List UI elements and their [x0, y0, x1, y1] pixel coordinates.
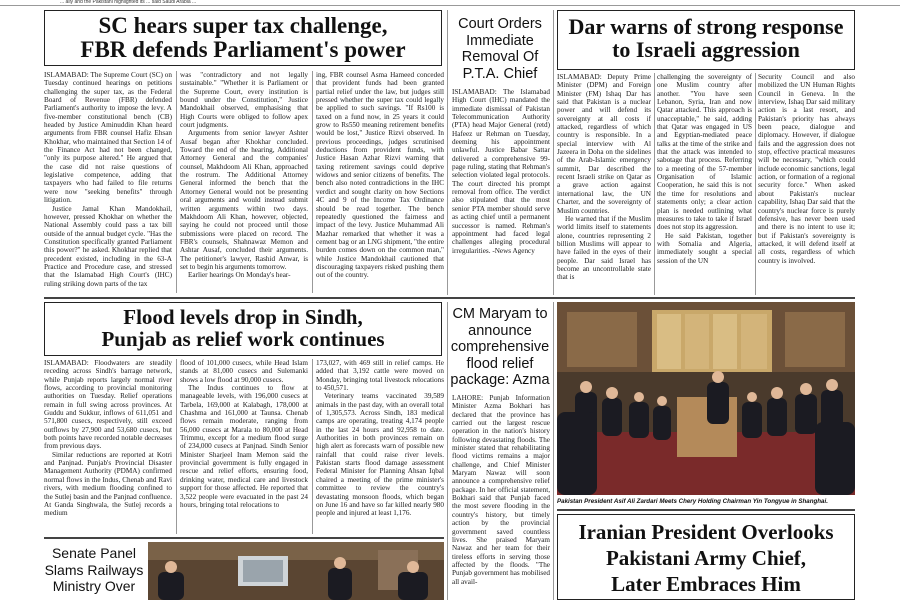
story2-headline-line1: Court Orders [458, 16, 542, 32]
story3-col1 [557, 73, 651, 295]
story1-headline [44, 10, 442, 66]
divider [176, 359, 177, 534]
story2-body-p1: ISLAMABAD: The Islamabad High Court (IHC) mandated the immediate dismissal of Pakistan Telecommunication Authority (PTA) head Major General (retd) Hafeez ur Rehman on Tuesday, deeming his appointment unlawful. Justice Babar Sattar delivered a comprehensive 99-page ruling, stating that Rehman's selection violated legal protocols. The court directed his prompt removal from office. The verdict also stipulated that the most senior PTA member should serve as acting chief until a permanent successor is named. Rehman's appointment had faced legal challenges alleging procedural irregularities. -News Agency [452, 88, 550, 255]
story4-headline-line2: Punjab as relief work continues [101, 327, 385, 352]
story3-col3 [758, 73, 855, 295]
story3-col1-p1: ISLAMABAD: Deputy Prime Minister (DPM) and Foreign Minister (FM) Ishaq Dar has said that Pakistan is a nuclear power and will defend its sovereignty at all costs if attacked, regardless of which country is responsible. In a special interview with Al Jazeera in Doha on the sidelines of the Arab-Islamic emergency summit, Dar described the recent Israeli strike on Qatar as a grave action against international law, the UN Charter, and the sovereignty of Muslim countries. [557, 73, 651, 215]
story7-headline-line1: Senate Panel [51, 545, 137, 561]
story7-headline-line3: Ministry Over [52, 578, 136, 594]
section-rule [44, 297, 855, 299]
story4-col2 [180, 359, 308, 534]
meeting-photo-caption: Pakistan President Asif Ali Zardari Meets Chery Holding Chairman Yin Tongyue in Shanghai. [557, 498, 828, 505]
story5-headline-line3: comprehensive [450, 339, 550, 355]
story1-col3-p1: ing, FBR counsel Asma Hameed conceded that provident funds had been granted partial relief under the law, but judges still pressed whether the super tax could legally be applied to such savings. "If Rs100 is taxed on a fund now, in 25 years it could grow to Rs550 meaning retirement benefits would be lost," Justice Rizvi observed. In previous proceedings, judges scrutinised deductions from provident funds, with Justice Hasan Azhar Rizvi warning that taxing retirement savings could deprive widows and senior citizens of benefits. The bench also noted contradictions in the IHC verdict and sought clarity on how Sections 4C and 9 of the Income Tax Ordinance should be read together. The bench repeatedly questioned the fairness and impact of the levy. Justice Muhammad Ali Mazhar remarked that whether it was a cement bag or an LNG shipment, "the entire burden comes down on the common man," while Justice Mandokhail cautioned that discouraging taxpayers risked pushing them out of the country. [316, 71, 444, 280]
story1-headline-line2: FBR defends Parliament's power [80, 37, 406, 63]
story5-body-p1: LAHORE: Punjab Information Minister Azma Bokhari has declared that the province has carried out the largest rescue operation in the nation's history following devastating floods. The minister stated that rehabilitating flood victims remains a major challenge, and Chief Minister Maryam Nawaz will soon announce a comprehensive relief package. In her official statement, Bokhari said that Punjab faced the most severe flooding in the country's history, but timely action by the provincial government saved countless lives. She praised Maryam Nawaz and her team for their tireless efforts in serving those affected by the floods. "The Punjab government has mobilised all avail- [452, 394, 550, 586]
story4-col3-p2: Veterinary teams vaccinated 39,589 animals in the past day, with an overall total of 1,305,573. Across Sindh, 183 medical camps are operating, treating 4,174 people in the last 24 hours and 92,958 to date. Authorities in both provinces remain on high alert as forecasts warn of possible new rainfall that could raise river levels. Pakistan starts flood damage assessment Federal Minister for Planning Ahsan Iqbal chaired a meeting of the prime minister's committee to review the country's devastating monsoon floods, which began on June 16 and have so far killed nearly 980 people and injured at least 1,176. [316, 392, 444, 518]
story1-col2-p3: Earlier hearings On Monday's hear- [188, 271, 291, 280]
story4-col2-p2: The Indus continues to flow at manageable levels, with 196,000 cusecs at Tarbela, 169,000 at Kalabagh, 178,000 at Chashma and 161,000 at Taunsa. Chenab flows remain moderate, ranging from 56,000 cusecs at Marala to 80,000 at Head Trimmu, except for a medium flood surge of 234,000 cusecs at Panjnad. Sindh Senior Minister Sharjeel Inam Memon said the provincial government is fully engaged in rescue and relief efforts, ensuring food, drinking water, medical care and livestock support for those affected. He reported that 3,522 people were evacuated in the past 24 hours, bringing total relocations to [180, 384, 308, 509]
story2-body [452, 88, 550, 295]
story5-body [452, 394, 550, 600]
story4-col1 [44, 359, 172, 534]
story3-col1-p2: He warned that if the Muslim world limits itself to statements alone, countries representing 2 billion Muslims will appear to have failed in the eyes of their people. Dar said Israel has become an uncontrollable state that is [557, 214, 651, 282]
story2-headline-line3: Removal Of [461, 49, 539, 65]
story6-headline [557, 514, 855, 600]
divider [755, 73, 756, 295]
divider [312, 359, 313, 534]
story5-headline [450, 306, 550, 392]
story4-col3-p1: 173,027, with 469 still in relief camps. He added that 3,192 cattle were moved on Monday, bringing total livestock relocations to 450,571. [316, 359, 444, 393]
story1-col1-p1: ISLAMABAD: The Supreme Court (SC) on Tuesday continued hearings on petitions challenging the super tax, as the Federal Board of Revenue (FBR) defended Parliament's authority to impose the levy. A five-member constitutional bench (CB) headed by Justice Aminuddin Khan heard arguments from FBR counsel Hafiz Ehsan Khokhar, who maintained that Section 14 of the Finance Act had not been changed, "only its purpose altered." He argued that the case did not raise questions of legislative competence, adding that taxpayers who had failed to file returns were now "seeking benefits" through litigation. [44, 71, 172, 205]
story1-col2-p1: was "contradictory and not legally sustainable." "Whether it is Parliament or the Supreme Court, every institution is bound under the Constitution," Justice Mandokhail observed, emphasising that High Courts were obliged to follow apex court judgments. [180, 71, 308, 130]
divider [553, 10, 554, 295]
story2-headline-line4: P.T.A. Chief [462, 65, 538, 82]
senate-photo-image [148, 542, 444, 600]
story3-col2-p1: challenging the sovereignty of one Muslim country after another. "You have seen Lebanon, Syria, Iran and now Qatar attacked. This approach is unacceptable," he said, adding that Qatar was engaged in US and Egyptian-mediated peace talks at the time of the strike and that the attack was intended to sabotage that process. Referring to a meeting of the 57-member Organisation of Islamic Cooperation, he said this is not the time for resolutions and statements only; a clear action plan is needed outlining what measures to take to take if Israel does not stop its aggression. [657, 73, 752, 232]
story3-col2 [657, 73, 752, 295]
divider [447, 302, 448, 600]
divider [176, 71, 177, 293]
story4-headline [44, 302, 442, 356]
story2-headline [450, 16, 550, 86]
meeting-photo-image [557, 302, 855, 495]
story6-headline-line3: Later Embraces Him [611, 572, 801, 596]
story1-col2-p2: Arguments from senior lawyer Ashter Ausaf began after Khokhar concluded. Toward the end of the hearing, Additional Attorney General and the companies' counsel, Makhdoom Ali Khan, approached the rostrum. The Additional Attorney General informed the bench that the Attorney General would not be presenting oral arguments and would instead submit written arguments within two days. Makhdoom Ali Khan, however, objected, saying he could not proceed until those submissions were placed on record. The FBR's counsels, Shahnawaz Memon and Ashtar Ausaf, concluded their arguments. The petitioner's lawyer, Rashid Anwar, is set to begin his arguments tomorrow. [180, 129, 308, 271]
story6-headline-line1: Iranian President Overlooks [578, 520, 834, 544]
story3-headline-line2: to Israeli aggression [612, 37, 800, 63]
story3-col3-p1: Security Council and also mobilized the UN Human Rights Council in Geneva. In the interview, Ishaq Dar said military action is a last resort, and Pakistan's priority has always been peace, dialogue and diplomacy. However, if dialogue fails and the aggression does not stop, effective practical measures will be necessary, "which could include economic sanctions, legal action, or formation of a regional security force." When asked about Pakistan's nuclear capability, Ishaq Dar said that the country's nuclear force is purely defensive, has never been used and there is no intent to use it; but if Pakistan's sovereignty is attacked, it will defend itself at all costs, regardless of which country is involved. [758, 73, 855, 265]
story3-headline-line1: Dar warns of strong response [568, 14, 844, 39]
meeting-photo [557, 302, 855, 495]
story5-headline-line4: flood relief [466, 355, 534, 372]
top-strip [0, 0, 900, 6]
story1-col1-p2: Justice Jamal Khan Mandokhail, however, pressed Khokhar on whether the National Assembly could pass a tax bill outside of the annual budget cycle. "Has the Constitution specifically granted Parliament this power?" he asked. Khokhar replied that precedent existed, including in the 63-A Practice and Procedure case, and stressed that the Islamabad High Court's (IHC) ruling striking down parts of the tax [44, 204, 172, 288]
story1-col1 [44, 71, 172, 295]
story4-col1-p1: ISLAMABAD: Floodwaters are steadily receding across Sindh's barrage network, while Punjab reports largely normal river flows, according to provincial monitoring authorities on Tuesday. Relief operations remain in full swing across provinces. At Guddu and Sukkur, inflows of 611,051 and 571,800 cusecs, respectively, still exceed outflows by 27,900 and 53,680 cusecs, but both points have recorded notable decreases from previous days. [44, 359, 172, 451]
divider [654, 73, 655, 295]
story4-col1-p2: Similar reductions are reported at Kotri and Panjnad. Punjab's Provincial Disaster Management Authority (PDMA) confirmed normal flows in the Indus, Chenab and Ravi rivers, with medium flooding confined to the Sutlej basin and the Panjnad confluence. At Ganda Singhwala, the Sutlej records a medium [44, 450, 172, 518]
story2-headline-line2: Immediate [466, 32, 534, 49]
story7-headline-line2: Slams Railways [44, 561, 144, 578]
divider [553, 302, 554, 600]
top-strip-text: ... ally and the Pakistani highlighted its ... said Saudi Arabia ... [60, 0, 197, 5]
story5-headline-line1: CM Maryam to [452, 306, 548, 322]
divider [312, 71, 313, 293]
divider [447, 10, 448, 295]
story4-headline-line1: Flood levels drop in Sindh, [123, 305, 363, 329]
senate-photo [148, 542, 444, 600]
story1-col2 [180, 71, 308, 295]
story6-headline-line2: Pakistani Army Chief, [605, 546, 807, 570]
story3-col2-p2: He said Pakistan, together with Somalia and Algeria, immediately sought a special session of the UN [657, 231, 752, 265]
story7-headline [44, 545, 144, 600]
story5-headline-line5: package: Azma [450, 372, 550, 388]
story5-headline-line2: announce [468, 322, 532, 339]
story4-col3 [316, 359, 444, 534]
story1-col3 [316, 71, 444, 295]
section-rule [44, 537, 444, 539]
story1-headline-line1: SC hears super tax challenge, [98, 13, 388, 38]
section-rule [557, 509, 855, 511]
story3-headline [557, 10, 855, 70]
story4-col2-p1: flood of 101,000 cusecs, while Head Islam stands at 81,000 cusecs and Sulemanki shows a low flood at 90,000 cusecs. [180, 359, 308, 384]
